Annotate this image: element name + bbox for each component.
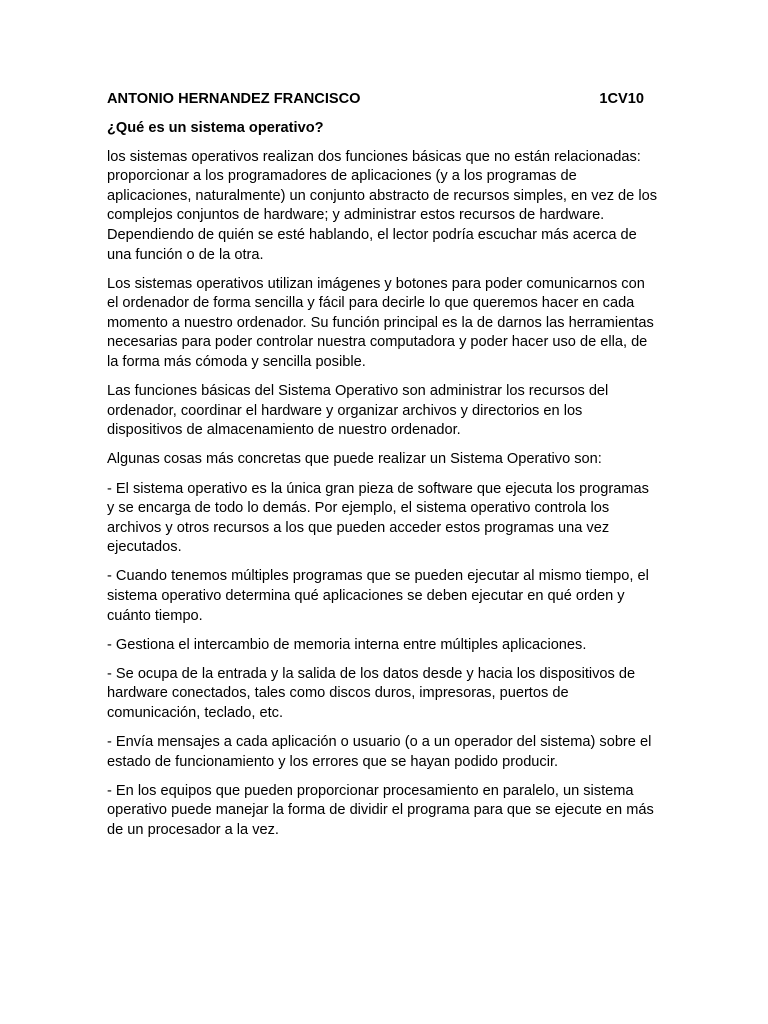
- author-name: ANTONIO HERNANDEZ FRANCISCO: [107, 91, 361, 107]
- document-header: [107, 90, 660, 110]
- list-item: - Se ocupa de la entrada y la salida de los datos desde y hacia los dispositivos de hardware conectados, tales como discos duros, impresoras, puertos de comunicación, teclado, etc.: [107, 665, 636, 721]
- paragraph-basic-functions: Las funciones básicas del Sistema Operativo son administrar los recursos del ordenador, coordinar el hardware y organizar archivos y directorios en los dispositivos de almacenamiento de nuestro ordenador.: [107, 383, 609, 439]
- list-item: - Gestiona el intercambio de memoria interna entre múltiples aplicaciones.: [107, 636, 587, 653]
- list-item: - En los equipos que pueden proporcionar procesamiento en paralelo, un sistema operativo puede manejar la forma de dividir el programa para que se ejecute en más de un procesador a la vez.: [107, 782, 654, 838]
- paragraph-intro: los sistemas operativos realizan dos funciones básicas que no están relacionadas: proporcionar a los programadores de aplicaciones (y a los programas de aplicaciones, naturalmente) un conjunto abstracto de recursos simples, en vez de los complejos conjuntos de hardware; y administrar estos recursos de hardware. Dependiendo de quién se esté hablando, el lector podría escuchar más acerca de una función o de la otra.: [107, 148, 657, 263]
- document-page: [107, 90, 660, 850]
- list-item: - Envía mensajes a cada aplicación o usuario (o a un operador del sistema) sobre el estado de funcionamiento y los errores que se hayan podido producir.: [107, 734, 652, 770]
- question-heading: ¿Qué es un sistema operativo?: [107, 120, 324, 136]
- list-item: - El sistema operativo es la única gran pieza de software que ejecuta los programas y se encarga de todo lo demás. Por ejemplo, el sistema operativo controla los archivos y otros recursos a los que pueden acceder estos programas una vez ejecutados.: [107, 480, 649, 556]
- group-code: 1CV10: [599, 91, 644, 107]
- paragraph-gui: Los sistemas operativos utilizan imágenes y botones para poder comunicarnos con el ordenador de forma sencilla y fácil para decirle lo que queremos hacer en cada momento a nuestro ordenador. Su función principal es la de darnos las herramientas necesarias para poder controlar nuestra computadora y poder hacer uso de ella, de la forma más cómoda y sencilla posible.: [107, 275, 654, 371]
- list-item: - Cuando tenemos múltiples programas que se pueden ejecutar al mismo tiempo, el sistema operativo determina qué aplicaciones se deben ejecutar en qué orden y cuánto tiempo.: [107, 568, 649, 624]
- paragraph-list-intro: Algunas cosas más concretas que puede realizar un Sistema Operativo son:: [107, 451, 602, 468]
